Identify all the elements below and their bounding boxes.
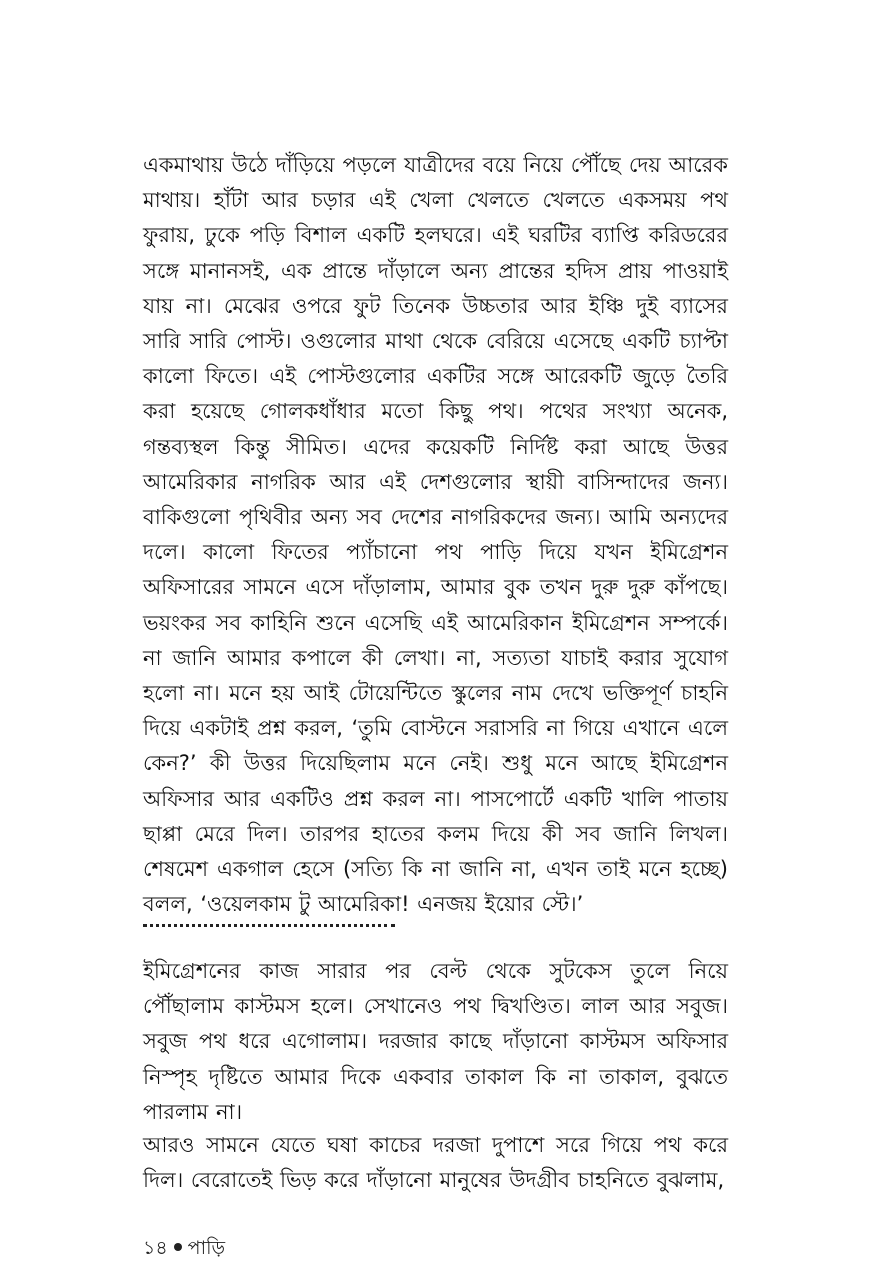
page-number: ১৪ (143, 1237, 168, 1259)
body-paragraph-2: ইমিগ্রেশনের কাজ সারার পর বেল্ট থেকে সুটকেস তুলে নিয়ে পৌঁছালাম কাস্টমস হলে। সেখানেও পথ দ্বিখণ্ডিত। লাল আর সবুজ। সবুজ পথ ধরে এগোলাম। দরজার কাছে দাঁড়ানো কাস্টমস অফিসার নিস্পৃহ দৃষ্টিতে আমার দিকে একবার তাকাল কি না তাকাল, বুঝতে পারলাম না। (143, 959, 728, 1124)
page-footer (143, 1236, 225, 1260)
body-paragraph-1: একমাথায় উঠে দাঁড়িয়ে পড়লে যাত্রীদের বয়ে নিয়ে পৌঁছে দেয় আরেক মাথায়। হাঁটা আর চড়ার এই খেলা খেলতে খেলতে একসময় পথ ফুরায়, ঢুকে পড়ি বিশাল একটি হলঘরে। এই ঘরটির ব্যাপ্তি করিডরের সঙ্গে মানানসই, এক প্রান্তে দাঁড়ালে অন্য প্রান্তের হদিস প্রায় পাওয়াই যায় না। মেঝের ওপরে ফুট তিনেক উচ্চতার আর ইঞ্চি দুই ব্যাসের সারি সারি পোস্ট। ওগুলোর মাথা থেকে বেরিয়ে এসেছে একটি চ্যাপ্টা কালো ফিতে। এই পোস্টগুলোর একটির সঙ্গে আরেকটি জুড়ে তৈরি করা হয়েছে গোলকধাঁধার মতো কিছু পথ। পথের সংখ্যা অনেক, গন্তব্যস্থল কিন্তু সীমিত। এদের কয়েকটি নির্দিষ্ট করা আছে উত্তর আমেরিকার নাগরিক আর এই দেশগুলোর স্থায়ী বাসিন্দাদের জন্য। বাকিগুলো পৃথিবীর অন্য সব দেশের নাগরিকদের জন্য। আমি অন্যদের দলে। কালো ফিতের প্যাঁচানো পথ পাড়ি দিয়ে যখন ইমিগ্রেশন অফিসারের সামনে এসে দাঁড়ালাম, আমার বুক তখন দুরু দুরু কাঁপছে। ভয়ংকর সব কাহিনি শুনে এসেছি এই আমেরিকান ইমিগ্রেশন সম্পর্কে। না জানি আমার কপালে কী লেখা। না, সত্যতা যাচাই করার সুযোগ হলো না। মনে হয় আই টোয়েন্টিতে স্কুলের নাম দেখে ভক্তিপূর্ণ চাহনি দিয়ে একটাই প্রশ্ন করল, ‘তুমি বোস্টনে সরাসরি না গিয়ে এখানে এলে কেন?’ কী উত্তর দিয়েছিলাম মনে নেই। শুধু মনে আছে ইমিগ্রেশন অফিসার আর একটিও প্রশ্ন করল না। পাসপোর্টে একটি খালি পাতায় ছাপ্পা মেরে দিল। তারপর হাতের কলম দিয়ে কী সব জানি লিখল। শেষমেশ একগাল হেসে (সত্যি কি না জানি না, এখন তাই মনে হচ্ছে) বলল, ‘ওয়েলকাম টু আমেরিকা! এনজয় ইয়োর স্টে।’ (143, 153, 728, 917)
book-title: পাড়ি (187, 1237, 226, 1259)
body-paragraph-3: আরও সামনে যেতে ঘষা কাচের দরজা দুপাশে সরে গিয়ে পথ করে দিল। বেরোতেই ভিড় করে দাঁড়ানো মানুষের উদগ্রীব চাহনিতে বুঝলাম, (143, 1133, 728, 1193)
section-divider (143, 924, 395, 927)
bullet-icon (174, 1243, 182, 1251)
